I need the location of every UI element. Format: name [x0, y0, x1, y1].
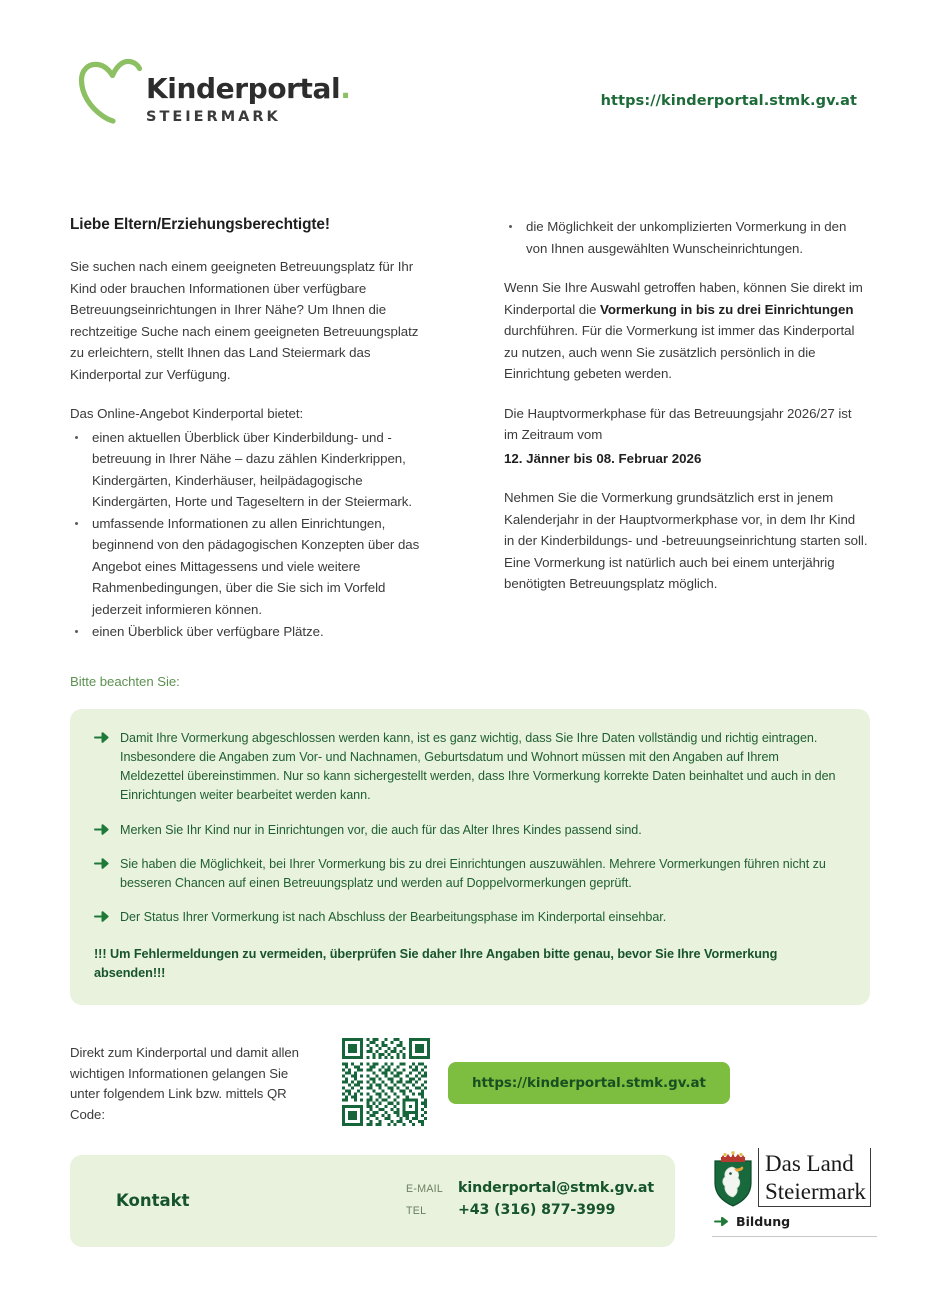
- land-logo-divider: [712, 1236, 877, 1237]
- intro-paragraph: Sie suchen nach einem geeigneten Betreuungsplatz für Ihr Kind oder brauchen Informationen über verfügbare Betreuungseinrichtungen in Ihrer Nähe? Um Ihnen die rechtzeitige Suche nach einem geeigneten Betreuungsplatz zu erleichtern, stellt Ihnen das Land Steiermark das Kinderportal zur Verfügung.: [70, 259, 419, 382]
- qr-description: Direkt zum Kinderportal und damit allen wichtigen Informationen gelangen Sie unter folgendem Link bzw. mittels QR Code:: [70, 1045, 299, 1123]
- kinderportal-logo: [78, 58, 351, 128]
- selection-text-emphasis: Vormerkung in bis zu drei Einrichtungen: [599, 301, 854, 317]
- list-item: einen aktuellen Überblick über Kinderbildung- und -betreuung in Ihrer Nähe – dazu zählen Kinderkrippen, Kindergärten, Kinderhäuser, heilpädagogische Kindergärten, Horte und Tageseltern in der Steiermark.: [70, 427, 435, 513]
- contact-details: [406, 1180, 654, 1224]
- portal-link-label: https://kinderportal.stmk.gv.at: [472, 1075, 706, 1091]
- notice-item: [94, 855, 844, 893]
- offer-list-continued: [504, 216, 869, 259]
- logo-subtitle: STEIERMARK: [146, 109, 281, 126]
- notice-warning: !!! Um Fehlermeldungen zu vermeiden, überprüfen Sie daher Ihre Angaben bitte genau, bevor Sie Ihre Vormerkung absenden!!!: [94, 947, 778, 981]
- list-item: die Möglichkeit der unkomplizierten Vormerkung in den von Ihnen ausgewählten Wunscheinrichtungen.: [504, 216, 869, 259]
- qr-section: [70, 1038, 870, 1128]
- contact-email-label: E-MAIL: [406, 1183, 444, 1195]
- land-department-label: Bildung: [736, 1214, 791, 1229]
- arrow-right-icon: [94, 731, 111, 744]
- land-line-1: Das Land: [758, 1148, 871, 1178]
- notice-box: [70, 709, 870, 1005]
- contact-email-value[interactable]: kinderportal@stmk.gv.at: [458, 1180, 655, 1196]
- phase-dates: 12. Jänner bis 08. Februar 2026: [504, 450, 702, 466]
- selection-text-pre: Wenn Sie Ihre Auswahl getroffen haben, können Sie direkt im Kinderportal die: [504, 280, 863, 317]
- notice-item: [94, 908, 844, 927]
- note-paragraph: Nehmen Sie die Vormerkung grundsätzlich erst in jenem Kalenderjahr in der Hauptvormerkphase vor, in dem Ihr Kind in der Kinderbildungs- und -betreuungseinrichtung starten soll. Eine Vormerkung ist natürlich auch bei einem unterjährig benötigten Betreuungsplatz möglich.: [504, 490, 868, 592]
- offer-list: [70, 427, 435, 642]
- header-url-link[interactable]: https://kinderportal.stmk.gv.at: [600, 93, 857, 109]
- left-column: [70, 216, 435, 642]
- land-wordmark: [758, 1148, 871, 1207]
- contact-tel-value[interactable]: +43 (316) 877-3999: [458, 1202, 616, 1218]
- right-column: [504, 216, 869, 642]
- notice-item-text: Damit Ihre Vormerkung abgeschlossen werden kann, ist es ganz wichtig, dass Sie Ihre Daten vollständig und richtig eintragen. Insbesondere die Angaben zum Vor- und Nachnamen, Geburtsdatum und Wohnort müssen mit den Angaben auf Ihrem Meldezettel übereinstimmen. Nur so kann sichergestellt werden, dass Ihre Vormerkung korrekte Daten beinhaltet und auch in den Einrichtungen weiter bearbeitet werden kann.: [120, 731, 836, 803]
- contact-box: [70, 1155, 675, 1247]
- list-item: umfassende Informationen zu allen Einrichtungen, beginnend von den pädagogischen Konzepten über das Angebot eines Mittagessens und viele weitere Rahmenbedingungen, über die Sie sich im Vorfeld jederzeit informieren können.: [70, 513, 435, 621]
- contact-title: Kontakt: [116, 1191, 190, 1210]
- qr-code-icon[interactable]: [342, 1038, 430, 1126]
- logo-dot: .: [340, 72, 351, 106]
- notice-item: [94, 821, 844, 840]
- land-line-2: Steiermark: [758, 1178, 871, 1207]
- notice-item-text: Der Status Ihrer Vormerkung ist nach Abschluss der Bearbeitungsphase im Kinderportal einsehbar.: [120, 909, 667, 924]
- arrow-right-icon: [94, 910, 111, 923]
- notice-item-text: Sie haben die Möglichkeit, bei Ihrer Vormerkung bis zu drei Einrichtungen auszuwählen. Mehrere Vormerkungen führen nicht zu besseren Chancen auf einen Betreuungsplatz und werden auf Doppelvormerkungen geprüft.: [120, 856, 826, 890]
- logo-wordmark: [146, 72, 351, 126]
- steiermark-coat-of-arms-icon: [712, 1151, 754, 1207]
- phase-paragraph: Die Hauptvormerkphase für das Betreuungsjahr 2026/27 ist im Zeitraum vom: [504, 405, 852, 443]
- notice-item: [94, 729, 844, 806]
- list-item: einen Überblick über verfügbare Plätze.: [70, 621, 435, 643]
- logo-word: Kinderportal.: [146, 72, 351, 106]
- document-header: [0, 0, 939, 175]
- arrow-right-icon: [94, 823, 111, 836]
- arrow-right-icon: [714, 1216, 730, 1227]
- main-columns: [70, 216, 870, 642]
- contact-email-row: [406, 1180, 654, 1196]
- selection-paragraph: [504, 277, 869, 385]
- contact-tel-row: [406, 1202, 654, 1218]
- offer-intro: Das Online-Angebot Kinderportal bietet:: [70, 406, 304, 422]
- portal-link-button[interactable]: [448, 1062, 730, 1104]
- notice-label: Bitte beachten Sie:: [70, 674, 180, 689]
- arrow-right-icon: [94, 857, 111, 870]
- contact-tel-label: TEL: [406, 1205, 427, 1217]
- land-department: [714, 1214, 790, 1229]
- land-steiermark-logo: [712, 1148, 877, 1244]
- page-title: Liebe Eltern/Erziehungsberechtigte!: [70, 216, 330, 233]
- selection-text-post: durchführen. Für die Vormerkung ist immer das Kinderportal zu nutzen, auch wenn Sie zusätzlich persönlich in die Einrichtung gebeten werden.: [504, 323, 855, 382]
- heart-outline-icon: [78, 58, 144, 128]
- notice-item-text: Merken Sie Ihr Kind nur in Einrichtungen vor, die auch für das Alter Ihres Kindes passend sind.: [120, 822, 642, 837]
